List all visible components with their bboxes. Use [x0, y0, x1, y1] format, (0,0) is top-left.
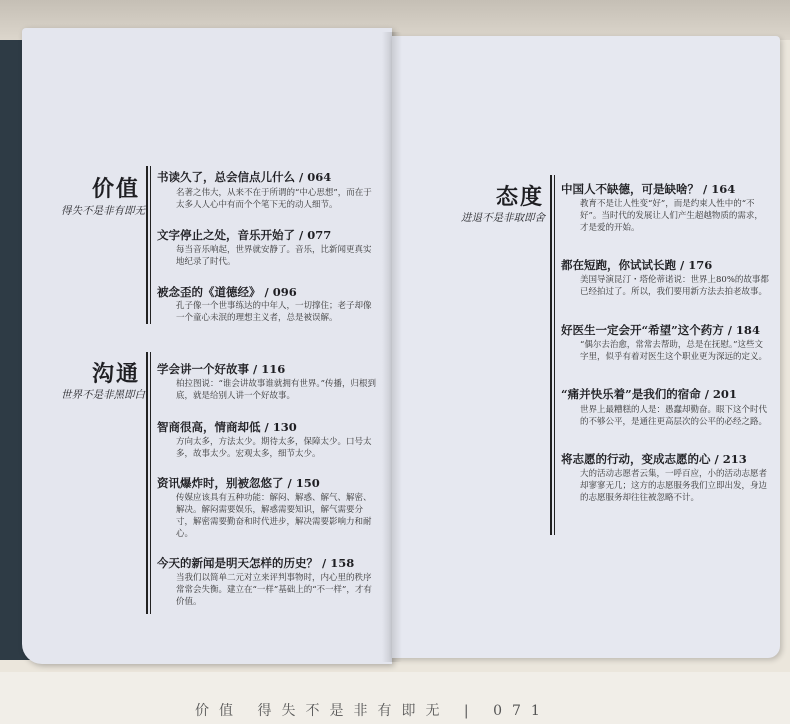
section-title: 价值: [91, 176, 140, 202]
toc-entry-title: 文字停止之处，音乐开始了 / 077: [157, 228, 332, 242]
toc-entry-title: 书读久了，总会信点儿什么 / 064: [157, 170, 332, 184]
toc-entry-desc: 大的活动志愿者云集，一呼百应，小的活动志愿者却寥寥无几；这方的志愿服务我们立即出发，身边的志愿服务却往往被忽略不计。: [580, 469, 768, 503]
toc-entry-desc: 当我们以简单二元对立来评判事物时，内心里的秩序常常会失衡。建立在“一样”基础上的“不一样”，才有价值。: [176, 573, 372, 607]
section-rule: [150, 166, 151, 324]
toc-entry-desc: 美国导演昆汀・塔伦蒂诺说：世界上80%的故事都已经拍过了。所以，我们要用新方法去拍老故事。: [580, 275, 769, 297]
section-title: 沟通: [91, 361, 140, 387]
toc-entry-desc: 教育不是让人性变“好”，而是约束人性中的“不好”。当时代的发展让人们产生超越物质的需求，才是爱的开始。: [580, 199, 763, 233]
section-rule: [146, 352, 148, 614]
toc-entry-title: 学会讲一个好故事 / 116: [157, 362, 286, 376]
toc-entry-desc: 方向太多，方法太少。期待太多，保障太少。口号太多，故事太少。宏观太多，细节太少。: [176, 437, 372, 459]
toc-entry-title: 资讯爆炸时，别被忽悠了 / 150: [157, 476, 320, 490]
toc-entry-desc: 传媒应该具有五种功能：解闷、解惑、解气、解密、解决。解闷需要娱乐，解惑需要知识，解气需要分寸，解密需要勤奋和时代进步，解决需要影响力和耐心。: [176, 493, 372, 539]
toc-entry-desc: 每当音乐响起，世界就安静了。音乐，比新闻更真实地纪录了时代。: [176, 245, 372, 267]
toc-entry-title: 好医生一定会开“希望”这个药方 / 184: [561, 323, 760, 337]
toc-entry-desc: 名著之伟大，从来不在于所谓的“中心思想”，而在于太多人人心中有而个个笔下无的动人细节。: [176, 188, 372, 210]
book-gutter: [382, 32, 402, 662]
section-subtitle: 世界不是非黑即白: [61, 389, 145, 401]
section-rule: [146, 166, 148, 324]
toc-entry-title: 被念歪的《道德经》 / 096: [157, 285, 297, 299]
section-title: 态度: [495, 184, 544, 210]
section-rule: [550, 175, 552, 535]
toc-entry-title: 今天的新闻是明天怎样的历史？ / 158: [157, 556, 355, 570]
toc-entry-title: “痛并快乐着”是我们的宿命 / 201: [561, 387, 737, 401]
running-footer: 价值 得失不是非有即无 | 071: [195, 703, 550, 719]
toc-entry-desc: 孔子像一个世事练达的中年人，一切撑住；老子却像一个童心未泯的理想主义者，总是被误解。: [176, 301, 372, 323]
section-subtitle: 进退不是非取即舍: [461, 212, 545, 224]
toc-entry-title: 将志愿的行动，变成志愿的心 / 213: [561, 452, 747, 466]
toc-entry-desc: “偶尔去治愈，常常去帮助，总是在抚慰。”这些文字里，似乎有着对医生这个职业更为深远的定义。: [580, 340, 768, 362]
section-rule: [554, 175, 555, 535]
toc-entry-desc: 柏拉图说：“谁会讲故事谁就拥有世界。”传播，归根到底，就是给别人讲一个好故事。: [176, 379, 376, 401]
toc-entry-title: 都在短跑，你试试长跑 / 176: [561, 258, 713, 272]
toc-entry-desc: 世界上最糟糕的人是：愚蠢却勤奋。眼下这个时代的不够公平，是通往更高层次的公平的必经之路。: [580, 405, 768, 427]
section-rule: [150, 352, 151, 614]
section-subtitle: 得失不是非有即无: [61, 205, 145, 217]
toc-entry-title: 智商很高，情商却低 / 130: [157, 420, 297, 434]
toc-entry-title: 中国人不缺德，可是缺啥？ / 164: [561, 182, 736, 196]
